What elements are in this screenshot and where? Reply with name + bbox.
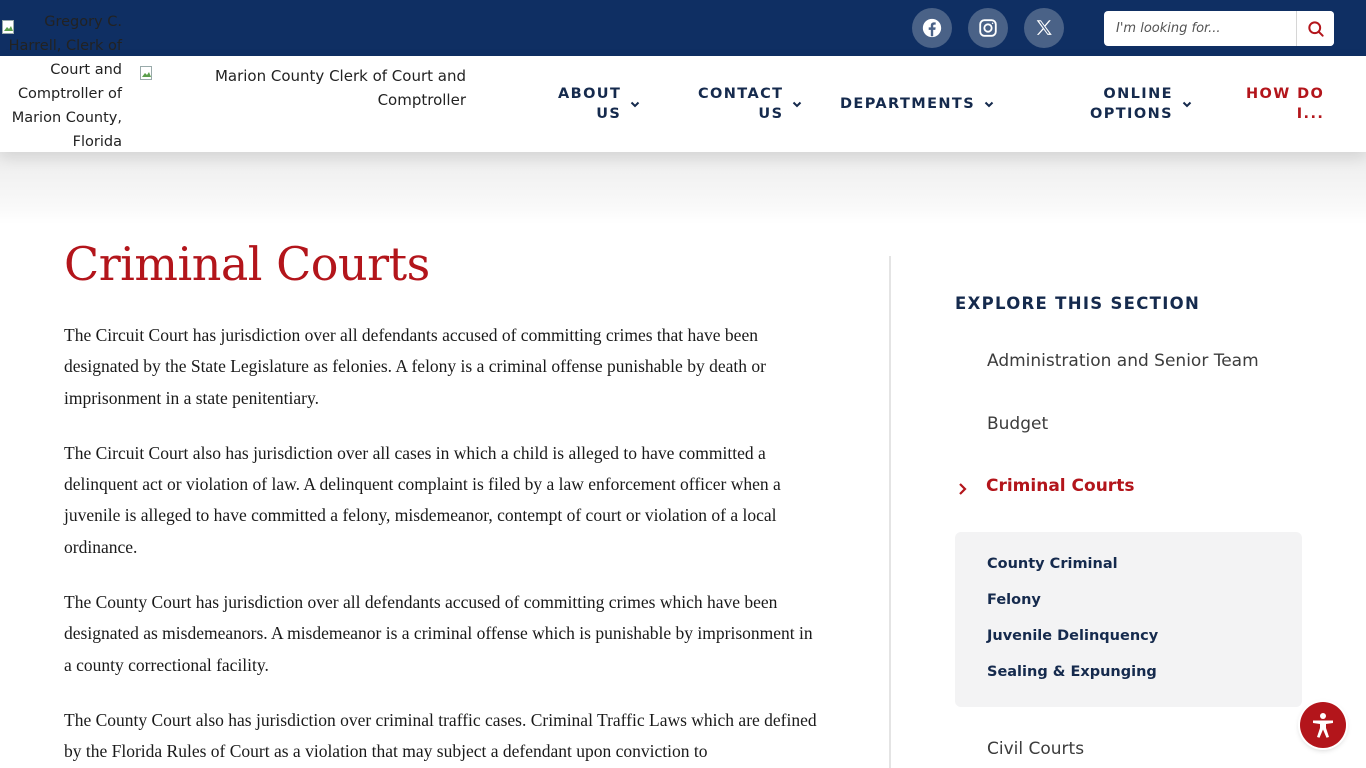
marion-county-logo-link[interactable]	[138, 64, 466, 112]
x-twitter-icon	[1033, 17, 1055, 39]
nav-label-line1: ABOUT	[558, 86, 622, 102]
chevron-right-icon	[957, 482, 969, 496]
search-button[interactable]	[1296, 11, 1334, 46]
content-paragraph: The County Court has jurisdiction over all defendants accused of committing crimes which have been designated as misdemeanors. A misdemeanor is a criminal offense which is punishable by imprisonment in a county correctional facility.	[64, 592, 813, 675]
nav-contact-us[interactable]	[698, 84, 803, 124]
clerk-logo-alt-text: Gregory C. Harrell, Clerk of Court and Comptroller of Marion County, Florida	[8, 14, 122, 150]
chevron-down-icon	[983, 98, 995, 110]
chevron-down-icon	[629, 98, 641, 110]
sidebar-link-budget[interactable]: Budget	[987, 414, 1049, 434]
site-search	[1104, 11, 1334, 46]
nav-label-line1: ONLINE	[1103, 86, 1173, 102]
page-title: Criminal Courts	[64, 237, 430, 291]
content-paragraph: The Circuit Court also has jurisdiction over all cases in which a child is alleged to have committed a delinquent act or violation of law. A delinquent complaint is filed by a law enforcement officer when a juvenile is alleged to have committed a felony, misdemeanor, contempt of court or violation of a local ordinance.	[64, 442, 781, 557]
nav-label-line2: I...	[1296, 106, 1325, 122]
top-utility-bar	[0, 0, 1366, 56]
accessibility-button[interactable]	[1300, 702, 1346, 748]
subnav-link-county-criminal[interactable]: County Criminal	[987, 556, 1118, 572]
subnav-link-juvenile-delinquency[interactable]: Juvenile Delinquency	[987, 628, 1159, 644]
subnav-link-sealing-expunging[interactable]: Sealing & Expunging	[987, 664, 1157, 680]
page-hero-band	[0, 152, 1366, 224]
subnav-link-felony[interactable]: Felony	[987, 592, 1041, 608]
nav-about-us[interactable]	[558, 84, 641, 124]
instagram-link[interactable]	[968, 8, 1008, 48]
broken-image-icon	[140, 66, 154, 80]
nav-label-line2: OPTIONS	[1090, 106, 1173, 122]
nav-online-options-label	[1090, 84, 1173, 124]
nav-contact-us-label	[698, 84, 783, 124]
nav-label-line1: CONTACT	[698, 86, 784, 102]
site-header	[0, 14, 1366, 152]
nav-label-line2: US	[758, 106, 784, 122]
marion-county-logo-alt-text: Marion County Clerk of Court and Comptroller	[214, 67, 466, 109]
main-content	[64, 320, 824, 768]
clerk-logo-link[interactable]	[0, 10, 122, 154]
content-paragraph: The County Court also has jurisdiction over criminal traffic cases. Criminal Traffic Laws which are defined by the Florida Rules of Court as a violation that may subject a defendant upon conviction to	[64, 709, 817, 762]
sidebar-link-civil-courts[interactable]: Civil Courts	[987, 739, 1085, 759]
chevron-down-icon	[791, 98, 803, 110]
search-icon	[1306, 19, 1326, 39]
content-sidebar-divider	[889, 256, 891, 768]
nav-online-options[interactable]	[1090, 84, 1193, 124]
chevron-down-icon	[1181, 98, 1193, 110]
nav-how-do-i[interactable]	[1246, 84, 1324, 124]
sidebar-subnav	[955, 532, 1302, 707]
content-paragraph: The Circuit Court has jurisdiction over all defendants accused of committing crimes that have been designated by the State Legislature as felonies. A felony is a criminal offense punishable by death or imprisonment in a state penitentiary.	[64, 325, 766, 408]
instagram-icon	[977, 17, 999, 39]
nav-about-us-label	[558, 84, 621, 124]
nav-departments-label	[840, 94, 975, 114]
nav-label-line2: US	[596, 106, 622, 122]
search-input[interactable]	[1104, 11, 1296, 46]
nav-how-do-i-label	[1246, 84, 1324, 124]
x-twitter-link[interactable]	[1024, 8, 1064, 48]
broken-image-icon	[2, 20, 16, 34]
facebook-icon	[921, 17, 943, 39]
nav-label-line1: DEPARTMENTS	[840, 96, 976, 112]
facebook-link[interactable]	[912, 8, 952, 48]
nav-departments[interactable]	[840, 94, 995, 114]
accessibility-icon	[1308, 710, 1338, 740]
sidebar-heading: EXPLORE THIS SECTION	[955, 294, 1201, 313]
nav-label-line1: HOW DO	[1246, 86, 1325, 102]
sidebar-link-criminal-courts[interactable]: Criminal Courts	[986, 476, 1135, 496]
sidebar-link-administration[interactable]: Administration and Senior Team	[987, 351, 1259, 371]
